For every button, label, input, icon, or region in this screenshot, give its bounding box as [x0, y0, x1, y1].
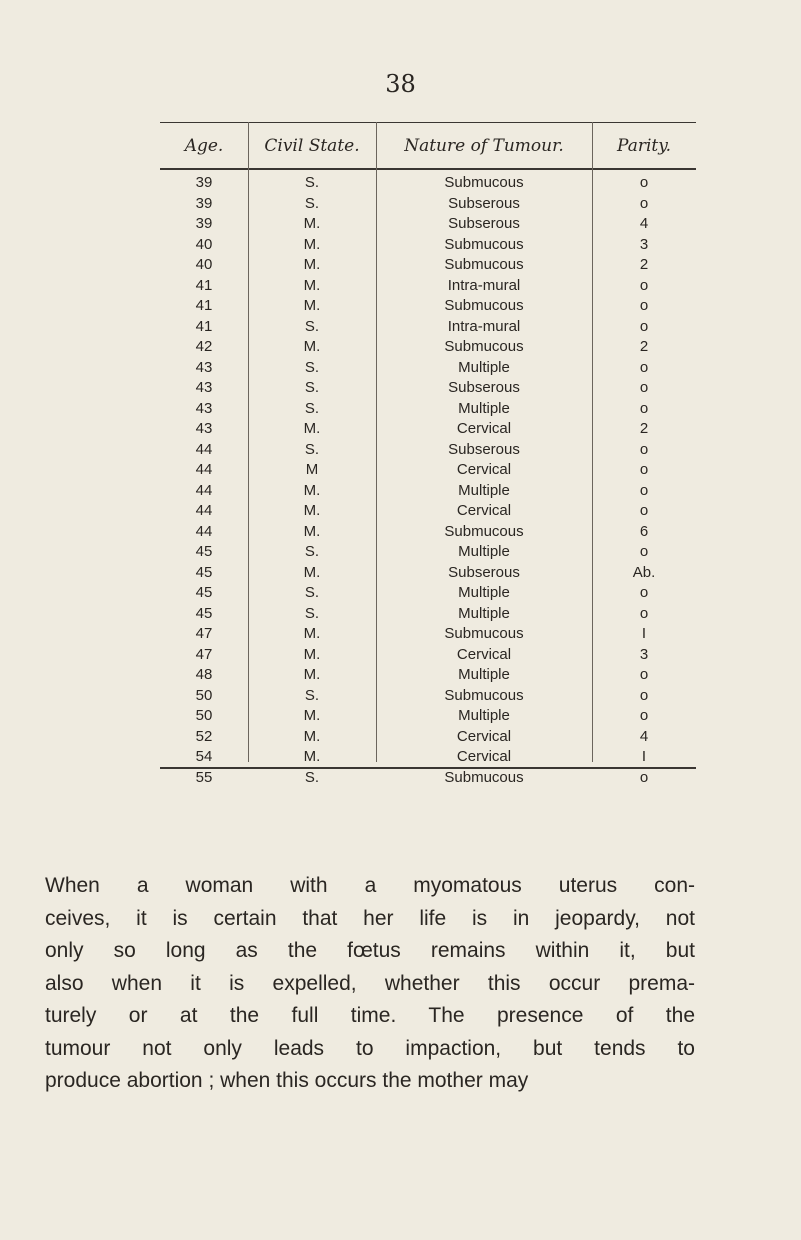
cell-parity: o	[639, 666, 649, 683]
table-row	[160, 523, 696, 544]
cell-nature-of-tumour: Multiple	[458, 399, 510, 417]
cell-parity: 3	[639, 235, 649, 253]
cell-age: 42	[195, 338, 213, 355]
cell-civil-state: M.	[303, 707, 321, 724]
cell-civil-state: M.	[303, 297, 321, 314]
cell-civil-state: M.	[303, 420, 321, 437]
table-row	[160, 543, 696, 564]
cell-age: 40	[195, 256, 213, 273]
cell-parity: 6	[639, 522, 649, 540]
cell-nature-of-tumour: Multiple	[458, 358, 510, 376]
cell-civil-state: M.	[303, 276, 321, 294]
table-row	[160, 584, 696, 605]
cell-civil-state: M.	[303, 481, 321, 499]
cell-age: 45	[195, 543, 213, 560]
table-row	[160, 646, 696, 667]
table-row	[160, 502, 696, 523]
cell-nature-of-tumour: Cervical	[456, 645, 512, 663]
cell-civil-state: S.	[304, 194, 320, 212]
table-row	[160, 666, 696, 687]
cell-age: 45	[195, 584, 213, 601]
cell-parity: Ab.	[632, 563, 656, 581]
cell-age: 45	[195, 604, 213, 622]
table-top-rule	[160, 122, 696, 123]
cell-age: 39	[195, 215, 213, 232]
cell-nature-of-tumour: Submucous	[444, 625, 524, 642]
cell-parity: 4	[639, 727, 649, 745]
paragraph-line: produce abortion ; when this occurs the mother may	[45, 1069, 529, 1092]
header-age: Age.	[184, 136, 224, 156]
cell-age: 43	[195, 379, 213, 396]
cell-nature-of-tumour: Cervical	[456, 727, 512, 745]
cell-parity: I	[641, 748, 647, 765]
cell-nature-of-tumour: Multiple	[458, 584, 510, 601]
cell-age: 41	[195, 317, 213, 335]
cell-parity: o	[639, 768, 649, 786]
cell-age: 50	[195, 707, 213, 724]
page-number: 38	[385, 70, 416, 98]
cell-civil-state: S.	[304, 604, 320, 622]
cell-parity: o	[639, 543, 649, 560]
cell-parity: o	[639, 604, 649, 622]
paragraph-line: also when it is expelled, whether this occur prema-	[45, 971, 695, 995]
table-row	[160, 236, 696, 257]
cell-civil-state: M.	[303, 727, 321, 745]
cell-age: 45	[195, 563, 213, 581]
cell-civil-state: M.	[303, 338, 321, 355]
cell-nature-of-tumour: Subserous	[448, 194, 520, 212]
cell-parity: o	[639, 440, 649, 458]
cell-age: 40	[195, 235, 213, 253]
cell-nature-of-tumour: Submucous	[444, 338, 524, 355]
cell-age: 44	[195, 440, 213, 458]
cell-civil-state: M.	[303, 666, 321, 683]
cell-civil-state: S.	[304, 440, 320, 458]
table-row	[160, 256, 696, 277]
table-row	[160, 379, 696, 400]
table-header-rule	[160, 168, 696, 170]
cell-nature-of-tumour: Submucous	[444, 235, 524, 253]
cell-age: 41	[195, 276, 213, 294]
table-row	[160, 359, 696, 380]
cell-nature-of-tumour: Multiple	[458, 481, 510, 499]
cell-civil-state: M.	[303, 563, 321, 581]
cell-civil-state: S.	[304, 584, 320, 601]
cell-nature-of-tumour: Cervical	[456, 461, 512, 478]
cell-nature-of-tumour: Submucous	[444, 297, 524, 314]
paragraph-line: only so long as the fœtus remains within it, but	[45, 939, 695, 962]
cell-age: 47	[195, 645, 213, 663]
cell-parity: o	[639, 317, 649, 335]
paragraph-line: tumour not only leads to impaction, but tends to	[45, 1036, 695, 1060]
table-row	[160, 215, 696, 236]
table-row	[160, 174, 696, 195]
cell-civil-state: M.	[303, 645, 321, 663]
table-row	[160, 564, 696, 585]
cell-parity: 2	[639, 338, 649, 355]
cell-age: 55	[195, 768, 213, 786]
table-row	[160, 707, 696, 728]
cell-parity: o	[639, 399, 649, 417]
cell-age: 47	[195, 625, 213, 642]
cell-civil-state: M.	[303, 625, 321, 642]
cell-nature-of-tumour: Multiple	[458, 666, 510, 683]
cell-age: 54	[195, 748, 213, 765]
paragraph-line: turely or at the full time. The presence of the	[45, 1004, 695, 1027]
cell-parity: o	[639, 481, 649, 499]
cell-civil-state: S.	[304, 317, 320, 335]
cell-parity: o	[639, 502, 649, 519]
cell-civil-state: M.	[303, 522, 321, 540]
table-row	[160, 195, 696, 216]
cell-nature-of-tumour: Submucous	[444, 174, 524, 191]
cell-age: 44	[195, 522, 213, 540]
table-row	[160, 461, 696, 482]
cell-parity: o	[639, 174, 649, 191]
cell-parity: o	[639, 194, 649, 212]
cell-age: 44	[195, 502, 213, 519]
cell-nature-of-tumour: Cervical	[456, 748, 512, 765]
cell-age: 43	[195, 420, 213, 437]
table-row	[160, 605, 696, 626]
table-row	[160, 441, 696, 462]
cell-nature-of-tumour: Multiple	[458, 543, 510, 560]
cell-civil-state: M.	[303, 256, 321, 273]
table-body	[160, 174, 696, 789]
body-paragraph	[45, 870, 695, 1098]
cell-parity: o	[639, 584, 649, 601]
cell-parity: 2	[639, 420, 649, 437]
cell-parity: 4	[639, 215, 649, 232]
cell-nature-of-tumour: Subserous	[448, 379, 520, 396]
cell-civil-state: S.	[304, 543, 320, 560]
cell-parity: o	[639, 686, 649, 704]
cell-age: 44	[195, 481, 213, 499]
cell-parity: o	[639, 461, 649, 478]
header-parity: Parity.	[617, 136, 671, 156]
cell-nature-of-tumour: Intra-mural	[447, 276, 521, 294]
cell-nature-of-tumour: Subserous	[448, 563, 520, 581]
paragraph-line: ceives, it is certain that her life is in jeopardy, not	[45, 906, 695, 930]
cell-nature-of-tumour: Subserous	[448, 440, 520, 458]
cell-parity: o	[639, 707, 649, 724]
table-row	[160, 728, 696, 749]
cell-parity: o	[639, 358, 649, 376]
cell-nature-of-tumour: Multiple	[458, 707, 510, 724]
paragraph-line: When a woman with a myomatous uterus con-	[45, 874, 695, 897]
table-row	[160, 420, 696, 441]
cell-age: 39	[195, 174, 213, 191]
cell-age: 39	[195, 194, 213, 212]
cell-parity: 2	[639, 256, 649, 273]
cell-age: 44	[195, 461, 213, 478]
cell-civil-state: M.	[303, 235, 321, 253]
table-row	[160, 687, 696, 708]
cell-civil-state: S.	[304, 399, 320, 417]
cell-civil-state: M.	[303, 748, 321, 765]
cell-nature-of-tumour: Cervical	[456, 420, 512, 437]
cell-nature-of-tumour: Intra-mural	[447, 317, 521, 335]
table-row	[160, 482, 696, 503]
cell-parity: 3	[639, 645, 649, 663]
cell-parity: o	[639, 297, 649, 314]
table-row	[160, 297, 696, 318]
cell-nature-of-tumour: Submucous	[444, 686, 524, 704]
table-row	[160, 400, 696, 421]
cell-civil-state: S.	[304, 768, 320, 786]
header-nature-of-tumour: Nature of Tumour.	[404, 136, 564, 156]
cell-nature-of-tumour: Submucous	[444, 256, 524, 273]
cell-nature-of-tumour: Submucous	[444, 768, 524, 786]
table-row	[160, 769, 696, 790]
table-row	[160, 338, 696, 359]
cell-age: 41	[195, 297, 213, 314]
cell-nature-of-tumour: Subserous	[448, 215, 520, 232]
cell-nature-of-tumour: Cervical	[456, 502, 512, 519]
cell-civil-state: S.	[304, 174, 320, 191]
cell-civil-state: M.	[303, 502, 321, 519]
cell-parity: I	[641, 625, 647, 642]
cell-civil-state: S.	[304, 686, 320, 704]
cell-age: 48	[195, 666, 213, 683]
table-row	[160, 277, 696, 298]
table-row	[160, 625, 696, 646]
table-row	[160, 318, 696, 339]
cell-parity: o	[639, 379, 649, 396]
table-row	[160, 748, 696, 769]
cell-nature-of-tumour: Submucous	[444, 522, 524, 540]
cell-age: 43	[195, 358, 213, 376]
cell-age: 50	[195, 686, 213, 704]
header-civil-state: Civil State.	[264, 136, 360, 156]
cell-nature-of-tumour: Multiple	[458, 604, 510, 622]
cell-parity: o	[639, 276, 649, 294]
cell-age: 43	[195, 399, 213, 417]
cell-age: 52	[195, 727, 213, 745]
cell-civil-state: S.	[304, 379, 320, 396]
cell-civil-state: M.	[303, 215, 321, 232]
cell-civil-state: M	[305, 461, 319, 478]
cell-civil-state: S.	[304, 358, 320, 376]
